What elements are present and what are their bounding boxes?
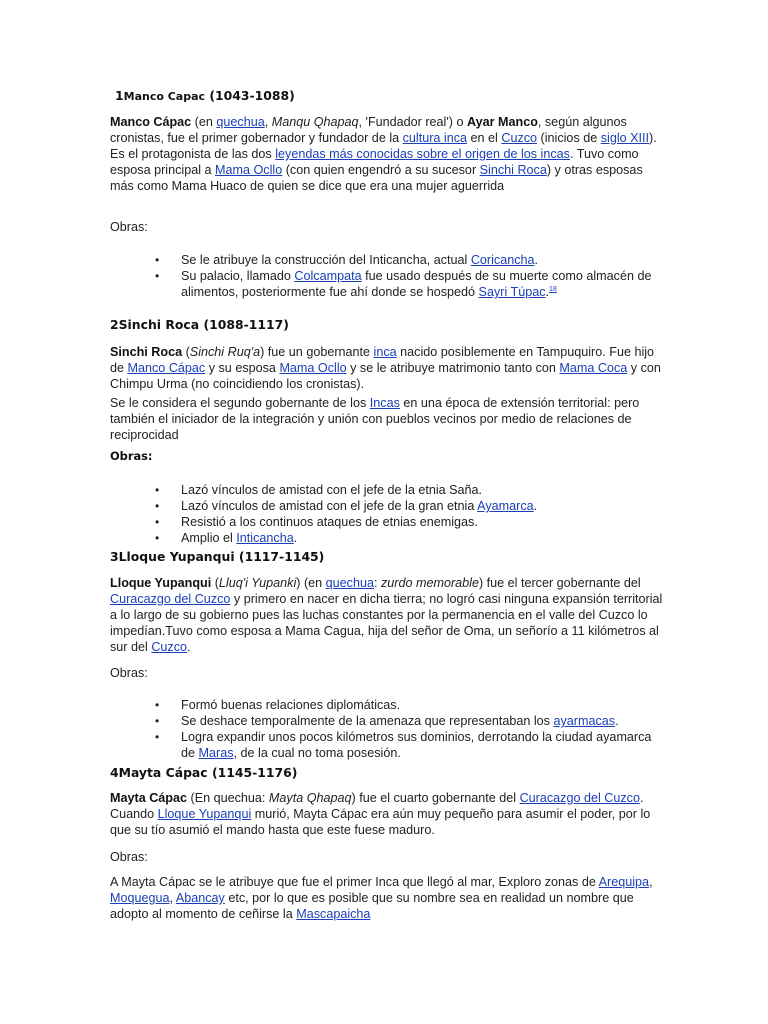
- paragraph-mayta-capac: [110, 790, 670, 838]
- text: murió, Mayta Cápac era aún muy pequeño para asumir el poder, por lo que su tío asumió el mando hasta que este fuese maduro.: [110, 807, 651, 837]
- section-heading-lloque-yupanqui: [110, 549, 670, 565]
- bold-name: Manco Cápac: [110, 115, 192, 129]
- obras-label: Obras:: [110, 850, 148, 864]
- obras-label: Obras:: [110, 220, 148, 234]
- text: ). Es el protagonista de las dos: [110, 131, 657, 161]
- text: y su esposa: [205, 361, 280, 375]
- list-item: [155, 252, 665, 268]
- list-item: [155, 729, 665, 761]
- link-arequipa[interactable]: Arequipa: [598, 875, 650, 889]
- obras-list-lloque-yupanqui: [155, 697, 665, 761]
- link-abancay[interactable]: Abancay: [175, 891, 225, 905]
- text: .: [533, 499, 538, 513]
- section-name: Lloque Yupanqui: [118, 549, 235, 564]
- link-moquegua[interactable]: Moquegua: [110, 891, 170, 905]
- link-leyendas[interactable]: leyendas más conocidas sobre el origen de los incas: [275, 147, 570, 161]
- link-mama-ocllo[interactable]: Mama Ocllo: [215, 163, 283, 177]
- text: ) fue un gobernante: [260, 345, 374, 359]
- section-name: Mayta Cápac: [118, 765, 208, 780]
- link-inticancha[interactable]: Inticancha: [236, 531, 294, 545]
- section-name: Sinchi Roca: [118, 317, 200, 332]
- section-number: 2: [110, 317, 119, 332]
- section-number: 3: [110, 549, 119, 564]
- link-mama-ocllo[interactable]: Mama Ocllo: [279, 361, 347, 375]
- link-curacazgo-del-cuzco[interactable]: Curacazgo del Cuzco: [110, 592, 231, 606]
- text: Se deshace temporalmente de la amenaza que representaban los: [181, 714, 554, 728]
- italic-term: zurdo memorable: [380, 576, 479, 590]
- text: ,: [649, 875, 653, 889]
- text: (con quien engendró a su sucesor: [282, 163, 480, 177]
- link-ayamarca[interactable]: Ayamarca: [477, 499, 534, 513]
- section-number: 1: [115, 88, 124, 103]
- text: etc, por lo que es posible que su nombre sea en realidad un nombre que adopto al momento de ceñirse la: [110, 891, 634, 921]
- link-colcampata[interactable]: Colcampata: [294, 269, 362, 283]
- text: , 'Fundador real') o: [358, 115, 467, 129]
- list-item: • Resistió a los continuos ataques de etnias enemigas.: [155, 514, 665, 530]
- text: (en: [191, 115, 217, 129]
- text: . Cuando: [110, 791, 644, 821]
- link-mama-coca[interactable]: Mama Coca: [559, 361, 628, 375]
- bold-name: Sinchi Roca: [110, 345, 183, 359]
- link-cuzco[interactable]: Cuzco: [151, 640, 188, 654]
- link-cuzco[interactable]: Cuzco: [501, 131, 538, 145]
- text: ) y otras esposas más como Mama Huaco de quien se dice que era una mujer aguerrida: [110, 163, 643, 193]
- text: .: [615, 714, 619, 728]
- text: ,: [264, 115, 272, 129]
- link-sinchi-roca[interactable]: Sinchi Roca: [479, 163, 547, 177]
- link-incas[interactable]: Incas: [369, 396, 400, 410]
- list-item: [155, 268, 665, 300]
- text: Lazó vínculos de amistad con el jefe de la gran etnia: [181, 499, 478, 513]
- text: .: [545, 285, 550, 299]
- text: (inicios de: [537, 131, 601, 145]
- list-item: • Formó buenas relaciones diplomáticas.: [155, 697, 665, 713]
- link-sayri-tupac[interactable]: Sayri Túpac: [478, 285, 546, 299]
- text: nacido posiblemente en Tampuquiro. Fue hijo de: [110, 345, 655, 375]
- section-name: Manco Capac: [123, 90, 206, 103]
- obras-label: Obras:: [110, 666, 148, 680]
- section-years: (1145-1176): [211, 765, 298, 780]
- bold-name: Ayar Manco: [466, 115, 538, 129]
- list-item: [155, 498, 665, 514]
- text: Su palacio, llamado: [181, 269, 295, 283]
- text: . Tuvo como esposa principal a: [110, 147, 639, 177]
- italic-term: Lluq'i Yupanki: [218, 576, 297, 590]
- section-heading-mayta-capac: [110, 765, 670, 781]
- text: Amplio el: [181, 531, 237, 545]
- bold-name: Lloque Yupanqui: [110, 576, 212, 590]
- list-item: • Lazó vínculos de amistad con el jefe de la etnia Saña.: [155, 482, 665, 498]
- italic-term: Mayta Qhapaq: [268, 791, 352, 805]
- text: y se le atribuye matrimonio tanto con: [346, 361, 560, 375]
- italic-term: Sinchi Ruq'a: [189, 345, 261, 359]
- obras-label: Obras:: [110, 449, 153, 463]
- paragraph-manco-capac: [110, 114, 670, 194]
- list-item: [155, 530, 665, 546]
- section-years: (1088-1117): [203, 317, 289, 332]
- text: y con Chimpu Urma (no coincidiendo los cronistas).: [110, 361, 661, 391]
- section-number: 4: [110, 765, 119, 780]
- link-cultura-inca[interactable]: cultura inca: [402, 131, 468, 145]
- link-curacazgo-del-cuzco[interactable]: Curacazgo del Cuzco: [519, 791, 640, 805]
- link-coricancha[interactable]: Coricancha: [470, 253, 535, 267]
- text: (En quechua:: [187, 791, 269, 805]
- paragraph-lloque-yupanqui: [110, 575, 670, 655]
- link-inca[interactable]: inca: [373, 345, 397, 359]
- text: ) fue el cuarto gobernante del: [351, 791, 520, 805]
- link-quechua[interactable]: quechua: [216, 115, 265, 129]
- text: Se le atribuye la construcción del Inticancha, actual: [181, 253, 471, 267]
- link-maras[interactable]: Maras: [198, 746, 234, 760]
- section-years: (1117-1145): [238, 549, 325, 564]
- text: A Mayta Cápac se le atribuye que fue el primer Inca que llegó al mar, Exploro zonas de: [110, 875, 599, 889]
- link-manco-capac[interactable]: Manco Cápac: [127, 361, 206, 375]
- text: .: [534, 253, 539, 267]
- text: :: [373, 576, 381, 590]
- text: en el: [467, 131, 502, 145]
- text: fue usado después de su muerte como almacén de alimentos, posteriormente fue ahí donde se hospedó: [181, 269, 652, 299]
- section-heading-sinchi-roca: [110, 317, 670, 333]
- link-lloque-yupanqui[interactable]: Lloque Yupanqui: [157, 807, 252, 821]
- text: , de la cual no toma posesión.: [233, 746, 401, 760]
- text: (: [211, 576, 219, 590]
- text: .: [293, 531, 298, 545]
- footnote-ref[interactable]: 18: [549, 285, 557, 293]
- text: ) fue el tercer gobernante del: [478, 576, 641, 590]
- text: (: [182, 345, 190, 359]
- text: .: [187, 640, 191, 654]
- obras-list-manco-capac: [155, 252, 665, 300]
- paragraph-sinchi-roca-1: [110, 344, 670, 392]
- link-mascapaicha[interactable]: Mascapaicha: [296, 907, 371, 921]
- text: ,: [169, 891, 176, 905]
- list-item: [155, 713, 665, 729]
- text: , según algunos cronistas, fue el primer gobernador y fundador de la: [110, 115, 627, 145]
- text: Se le considera el segundo gobernante de los: [110, 396, 370, 410]
- italic-term: Manqu Qhapaq: [271, 115, 359, 129]
- link-quechua[interactable]: quechua: [325, 576, 374, 590]
- text: y primero en nacer en dicha tierra; no logró casi ninguna expansión territorial a lo largo de su gobierno pues las luchas constantes por la permanencia en el valle del Cuzco lo impedían.Tuvo como esposa a Mama Cagua, hija del señor de Oma, un señorío a 11 kilómetros al sur del: [110, 592, 663, 654]
- text: Logra expandir unos pocos kilómetros sus dominios, derrotando la ciudad ayamarca de: [181, 730, 652, 760]
- link-siglo-xiii[interactable]: siglo XIII: [600, 131, 650, 145]
- text: ) (en: [296, 576, 326, 590]
- paragraph-mayta-capac-2: [110, 874, 670, 922]
- bold-name: Mayta Cápac: [110, 791, 187, 805]
- obras-list-sinchi-roca: [155, 482, 665, 546]
- section-heading-manco-capac: [115, 88, 675, 105]
- section-years: (1043-1088): [209, 88, 295, 103]
- paragraph-sinchi-roca-2: [110, 395, 670, 443]
- text: en una época de extensión territorial: pero también el iniciador de la integración y unión con pueblos vecinos por medio de relaciones de reciprocidad: [110, 396, 640, 442]
- link-ayarmacas[interactable]: ayarmacas: [553, 714, 616, 728]
